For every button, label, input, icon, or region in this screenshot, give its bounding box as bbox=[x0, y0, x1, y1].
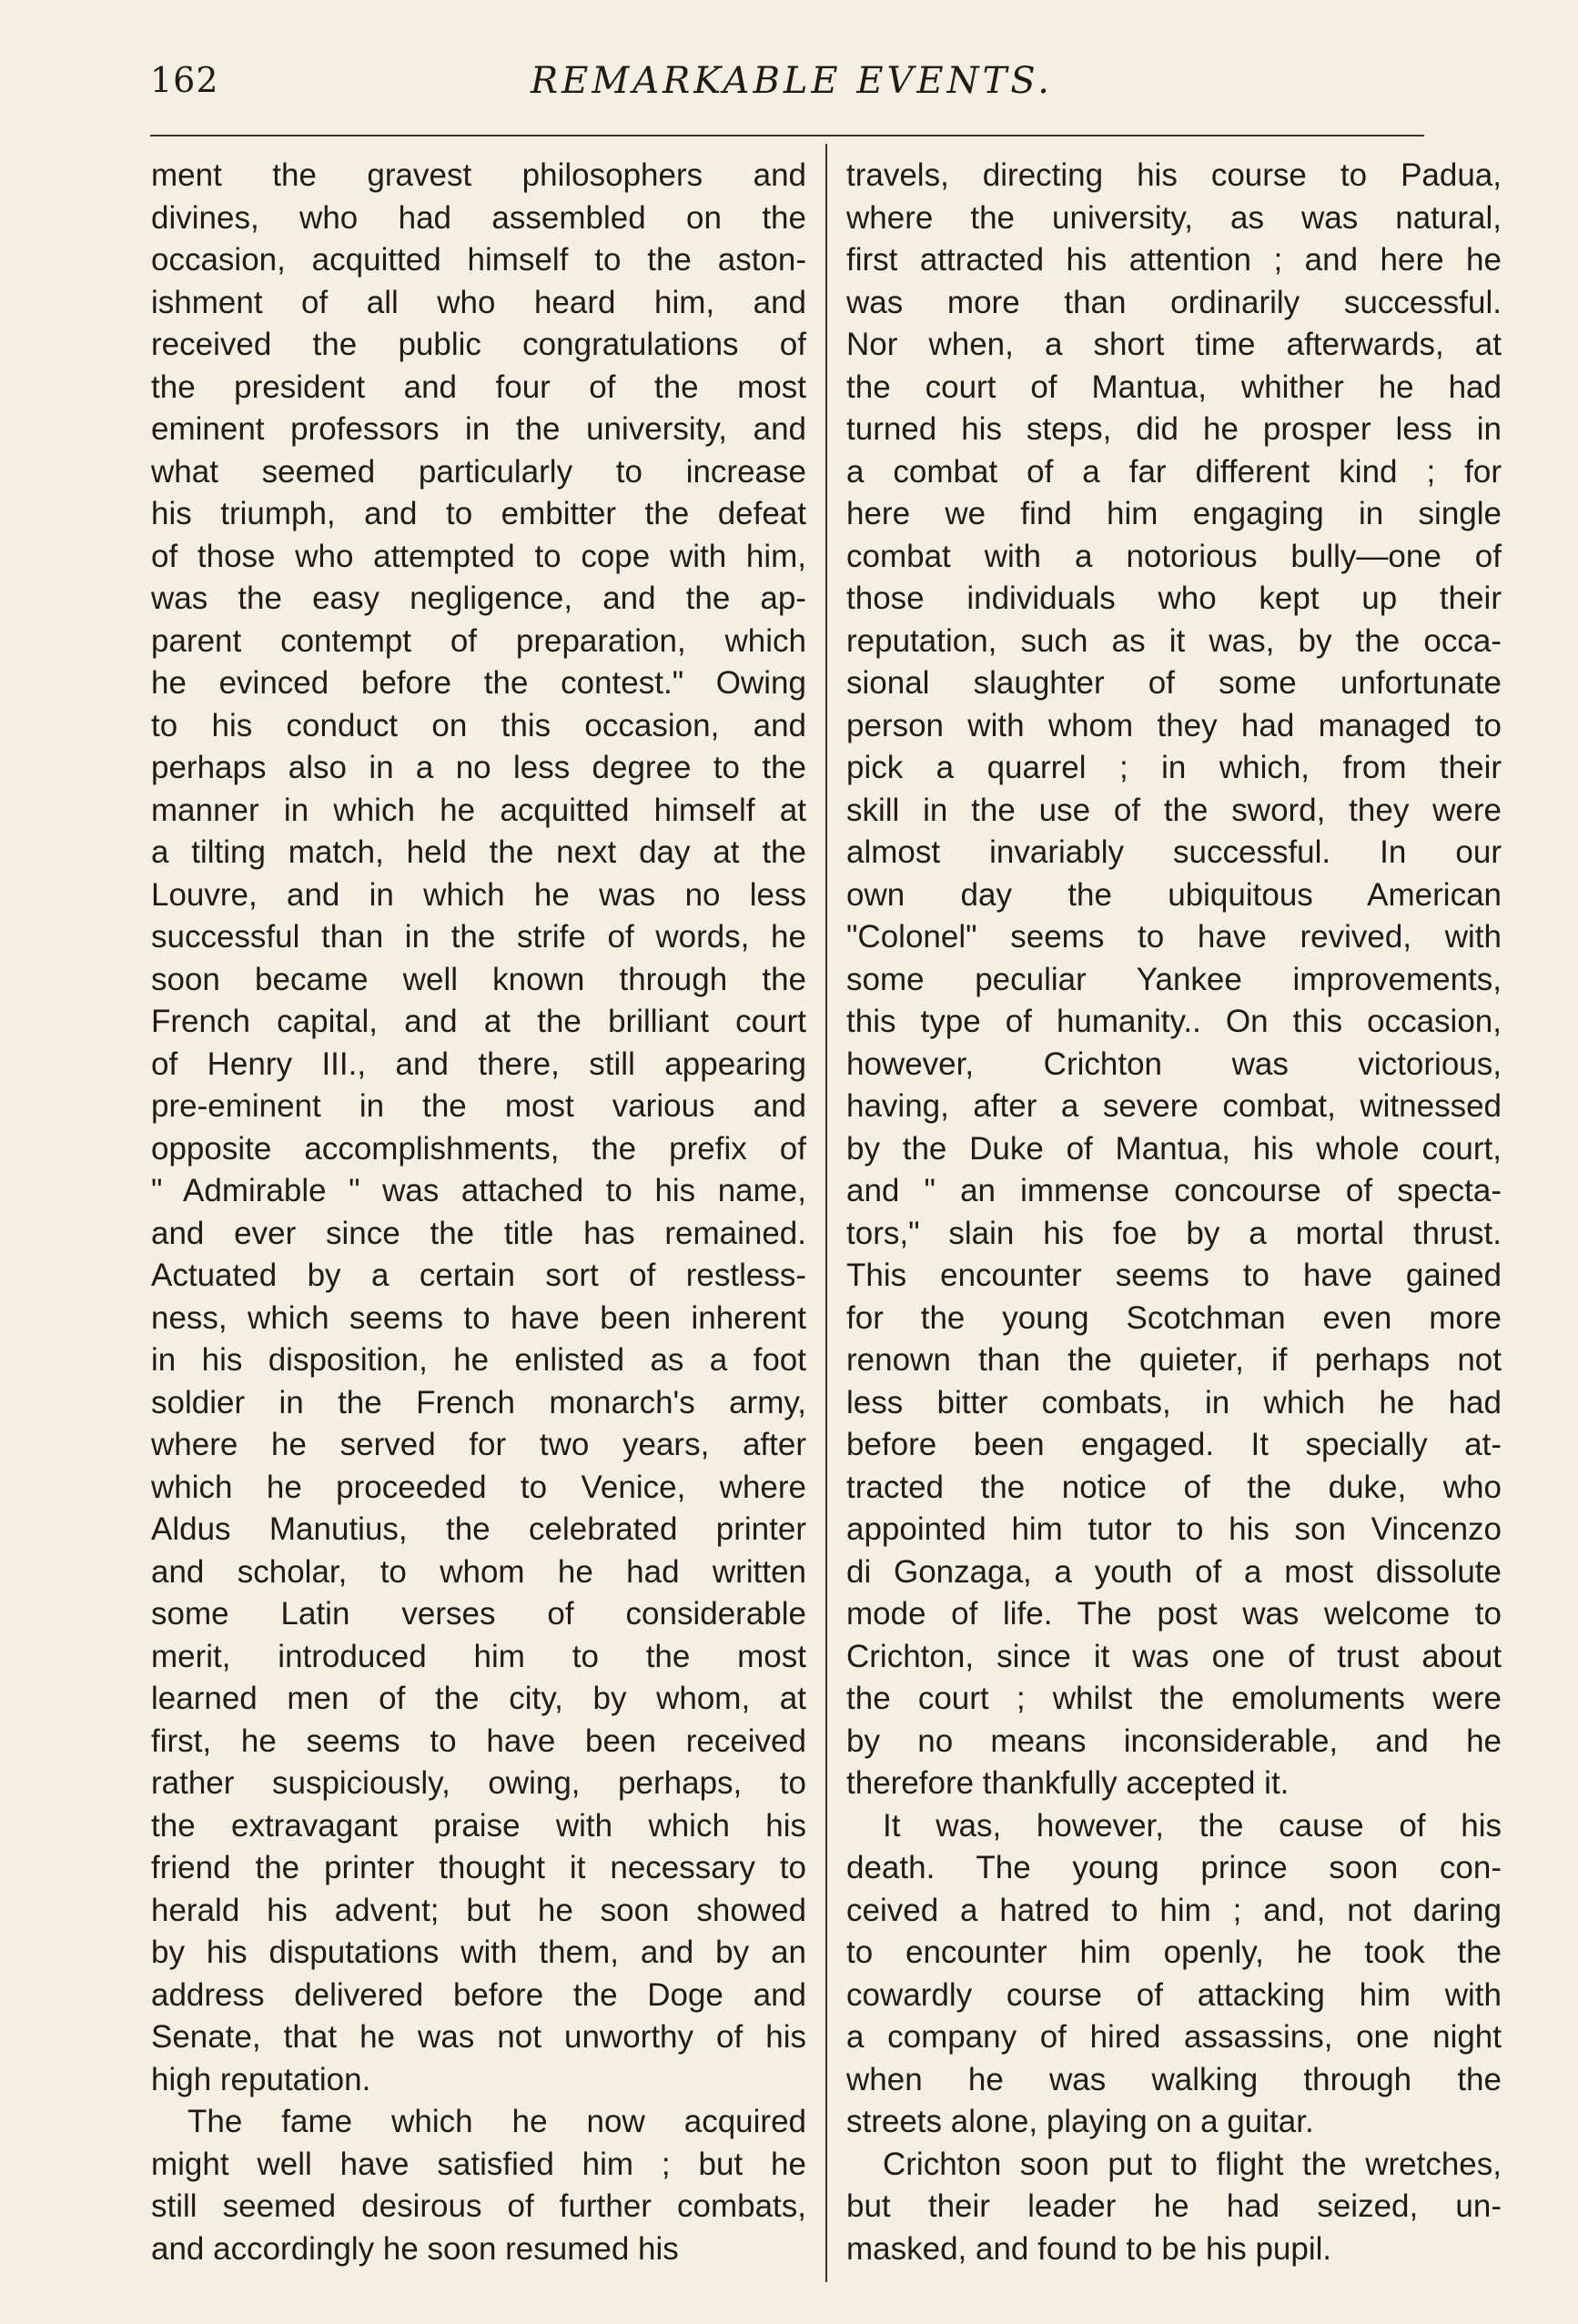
text-line: sional slaughter of some unfortunate bbox=[846, 665, 1502, 701]
column-divider bbox=[825, 144, 827, 2282]
text-line: "Colonel" seems to have revived, with bbox=[846, 919, 1502, 955]
text-line: by the Duke of Mantua, his whole court, bbox=[846, 1130, 1502, 1167]
text-line: was the easy negligence, and the ap- bbox=[151, 581, 806, 616]
text-line: less bitter combats, in which he had bbox=[846, 1384, 1502, 1420]
text-line: appointed him tutor to his son Vincenzo bbox=[846, 1511, 1502, 1547]
text-line: occasion, acquitted himself to the aston- bbox=[151, 242, 806, 278]
text-line: The fame which he now acquired bbox=[187, 2104, 806, 2139]
text-line: for the young Scotchman even more bbox=[846, 1299, 1502, 1336]
text-line: he evinced before the contest." Owing bbox=[151, 665, 806, 701]
text-line: and " an immense concourse of specta- bbox=[846, 1173, 1502, 1208]
text-line: high reputation. bbox=[151, 2061, 371, 2097]
text-line: some peculiar Yankee improvements, bbox=[846, 961, 1502, 997]
text-line: merit, introduced him to the most bbox=[151, 1638, 806, 1674]
text-line: di Gonzaga, a youth of a most dissolute bbox=[846, 1553, 1502, 1590]
text-line: This encounter seems to have gained bbox=[846, 1258, 1502, 1293]
text-line: almost invariably successful. In our bbox=[846, 834, 1502, 870]
text-line: soldier in the French monarch's army, bbox=[151, 1384, 806, 1420]
text-line: French capital, and at the brilliant court bbox=[151, 1004, 806, 1039]
text-line: some Latin verses of considerable bbox=[151, 1596, 806, 1632]
text-line: by his disputations with them, and by an bbox=[151, 1935, 806, 1970]
page-number: 162 bbox=[150, 60, 219, 100]
text-line: to encounter him openly, he took the bbox=[846, 1935, 1502, 1970]
text-line: streets alone, playing on a guitar. bbox=[846, 2104, 1314, 2139]
text-line: Louvre, and in which he was no less bbox=[151, 876, 806, 913]
text-line: what seemed particularly to increase bbox=[151, 453, 806, 490]
text-line: rather suspiciously, owing, perhaps, to bbox=[151, 1765, 806, 1801]
text-line: skill in the use of the sword, they were bbox=[846, 792, 1502, 828]
text-line: " Admirable " was attached to his name, bbox=[151, 1173, 806, 1208]
text-line: tors," slain his foe by a mortal thrust. bbox=[846, 1215, 1502, 1251]
text-line: a company of hired assassins, one night bbox=[846, 2019, 1502, 2055]
text-line: Aldus Manutius, the celebrated printer bbox=[151, 1511, 806, 1547]
text-line: and ever since the title has remained. bbox=[151, 1215, 806, 1251]
text-line: first attracted his attention ; and here he bbox=[846, 242, 1502, 278]
text-line: address delivered before the Doge and bbox=[151, 1976, 806, 2013]
text-line: first, he seems to have been received bbox=[151, 1723, 806, 1759]
text-line: the president and four of the most bbox=[151, 369, 806, 405]
text-line: when he was walking through the bbox=[846, 2061, 1502, 2097]
page-header bbox=[150, 60, 1433, 115]
text-line: eminent professors in the university, and bbox=[151, 411, 806, 447]
text-line: opposite accomplishments, the prefix of bbox=[151, 1130, 806, 1167]
text-line: but their leader he had seized, un- bbox=[846, 2188, 1502, 2224]
text-line: was more than ordinarily successful. bbox=[846, 284, 1502, 320]
text-line: however, Crichton was victorious, bbox=[846, 1046, 1502, 1082]
text-line: turned his steps, did he prosper less in bbox=[846, 411, 1502, 447]
text-line: and accordingly he soon resumed his bbox=[151, 2230, 679, 2267]
text-line: mode of life. The post was welcome to bbox=[846, 1596, 1502, 1632]
text-line: masked, and found to be his pupil. bbox=[846, 2230, 1332, 2267]
text-line: pick a quarrel ; in which, from their bbox=[846, 750, 1502, 785]
text-line: pre-eminent in the most various and bbox=[151, 1088, 806, 1124]
text-line: manner in which he acquitted himself at bbox=[151, 792, 806, 828]
text-line: parent contempt of preparation, which bbox=[151, 622, 806, 659]
text-line: ness, which seems to have been inherent bbox=[151, 1299, 806, 1336]
text-line: a tilting match, held the next day at the bbox=[151, 834, 806, 870]
text-line: received the public congratulations of bbox=[151, 327, 806, 362]
text-line: still seemed desirous of further combats, bbox=[151, 2188, 806, 2224]
text-line: where he served for two years, after bbox=[151, 1427, 806, 1462]
text-line: friend the printer thought it necessary to bbox=[151, 1850, 806, 1885]
text-line: where the university, as was natural, bbox=[846, 199, 1502, 236]
text-line: herald his advent; but he soon showed bbox=[151, 1892, 806, 1928]
text-line: ishment of all who heard him, and bbox=[151, 284, 806, 320]
text-line: by no means inconsiderable, and he bbox=[846, 1723, 1502, 1759]
text-line: ment the gravest philosophers and bbox=[151, 157, 806, 193]
text-line: before been engaged. It specially at- bbox=[846, 1427, 1502, 1462]
text-line: soon became well known through the bbox=[151, 961, 806, 997]
text-line: the court of Mantua, whither he had bbox=[846, 369, 1502, 405]
text-line: of Henry III., and there, still appearing bbox=[151, 1046, 806, 1082]
text-line: Actuated by a certain sort of restless- bbox=[151, 1258, 806, 1293]
text-line: combat with a notorious bully—one of bbox=[846, 538, 1502, 574]
text-line: his triumph, and to embitter the defeat bbox=[151, 496, 806, 531]
text-line: learned men of the city, by whom, at bbox=[151, 1681, 806, 1716]
text-line: death. The young prince soon con- bbox=[846, 1850, 1502, 1885]
running-title: REMARKABLE EVENTS. bbox=[531, 60, 1053, 102]
text-line: and scholar, to whom he had written bbox=[151, 1553, 806, 1590]
text-line: the extravagant praise with which his bbox=[151, 1807, 806, 1844]
text-line: Crichton soon put to flight the wretches, bbox=[883, 2146, 1502, 2182]
text-line: a combat of a far different kind ; for bbox=[846, 453, 1502, 490]
text-line: having, after a severe combat, witnessed bbox=[846, 1088, 1502, 1124]
header-rule bbox=[150, 135, 1424, 136]
text-line: ceived a hatred to him ; and, not daring bbox=[846, 1892, 1502, 1928]
text-line: renown than the quieter, if perhaps not bbox=[846, 1342, 1502, 1378]
text-line: It was, however, the cause of his bbox=[883, 1807, 1502, 1844]
text-line: person with whom they had managed to bbox=[846, 707, 1502, 743]
text-line: cowardly course of attacking him with bbox=[846, 1976, 1502, 2013]
text-line: successful than in the strife of words, he bbox=[151, 919, 806, 955]
text-line: tracted the notice of the duke, who bbox=[846, 1469, 1502, 1505]
text-line: here we find him engaging in single bbox=[846, 496, 1502, 531]
text-line: travels, directing his course to Padua, bbox=[846, 157, 1502, 193]
text-line: which he proceeded to Venice, where bbox=[151, 1469, 806, 1505]
text-line: Nor when, a short time afterwards, at bbox=[846, 327, 1502, 362]
text-line: the court ; whilst the emoluments were bbox=[846, 1681, 1502, 1716]
left-column bbox=[151, 155, 806, 2270]
text-line: reputation, such as it was, by the occa- bbox=[846, 622, 1502, 659]
text-line: might well have satisfied him ; but he bbox=[151, 2146, 806, 2182]
text-line: Senate, that he was not unworthy of his bbox=[151, 2019, 806, 2055]
text-line: those individuals who kept up their bbox=[846, 581, 1502, 616]
text-line: divines, who had assembled on the bbox=[151, 199, 806, 236]
text-line: therefore thankfully accepted it. bbox=[846, 1765, 1290, 1801]
right-column bbox=[846, 155, 1502, 2270]
text-line: this type of humanity.. On this occasion, bbox=[846, 1004, 1502, 1039]
text-line: in his disposition, he enlisted as a foot bbox=[151, 1342, 806, 1378]
text-line: perhaps also in a no less degree to the bbox=[151, 750, 806, 785]
text-line: Crichton, since it was one of trust about bbox=[846, 1638, 1502, 1674]
text-line: to his conduct on this occasion, and bbox=[151, 707, 806, 743]
text-line: of those who attempted to cope with him, bbox=[151, 538, 806, 574]
text-line: own day the ubiquitous American bbox=[846, 876, 1502, 913]
